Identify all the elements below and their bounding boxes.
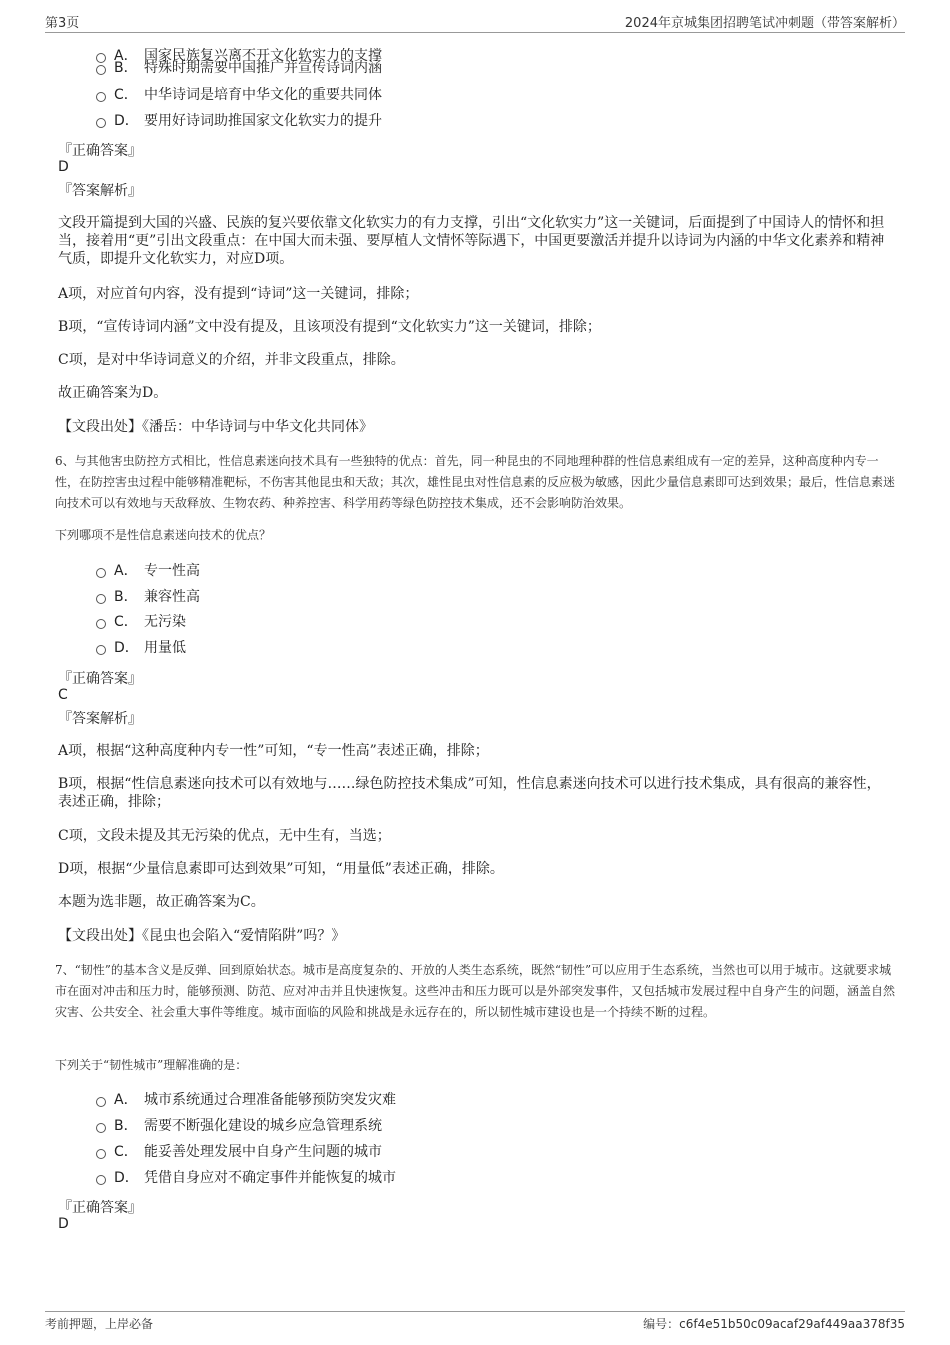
- option-a[interactable]: A． 城市系统通过合理准备能够预防突发灾难: [96, 1090, 396, 1110]
- answer-value: D: [58, 159, 69, 175]
- option-d[interactable]: D． 凭借自身应对不确定事件并能恢复的城市: [96, 1168, 396, 1188]
- radio-icon[interactable]: [96, 65, 106, 75]
- analysis-line: B项，根据“性信息素迷向技术可以有效地与……绿色防控技术集成”可知，性信息素迷向技术可以进行技术集成，具有很高的兼容性，表述正确，排除；: [58, 776, 881, 810]
- header-divider: [45, 32, 905, 33]
- analysis-conclusion: 故正确答案为D。: [58, 385, 168, 401]
- radio-icon[interactable]: [96, 1123, 106, 1133]
- page-number: 第3页: [45, 16, 80, 31]
- answer-label: 『正确答案』: [58, 143, 142, 159]
- footer-divider: [45, 1311, 905, 1312]
- analysis-label: 『答案解析』: [58, 711, 142, 727]
- analysis-line: C项，文段未提及其无污染的优点，无中生有，当选；: [58, 828, 391, 844]
- answer-label: 『正确答案』: [58, 671, 142, 687]
- option-c[interactable]: C． 能妥善处理发展中自身产生问题的城市: [96, 1142, 382, 1162]
- footer-code-value: c6f4e51b50c09acaf29af449aa378f35: [679, 1317, 905, 1331]
- answer-value: D: [58, 1216, 69, 1232]
- document-title: 2024年京城集团招聘笔试冲刺题（带答案解析）: [624, 16, 905, 31]
- question-stem: 7、“韧性”的基本含义是反弹、回到原始状态。城市是高度复杂的、开放的人类生态系统，既然“韧性”可以应用于生态系统，当然也可以用于城市。这就要求城市在面对冲击和压力时，能够预测、防范、应对冲击并且快速恢复。这些冲击和压力既可以是外部突发事件，又包括城市发展过程中自身产生的问题，涵盖自然灾害、公共安全、社会重大事件等维度。城市面临的风险和挑战是永远存在的，所以韧性城市建设也是一个持续不断的过程。: [55, 963, 896, 1019]
- analysis-line: A项，根据“这种高度种内专一性”可知，“专一性高”表述正确，排除；: [58, 743, 489, 759]
- option-b[interactable]: B． 兼容性高: [96, 587, 200, 607]
- analysis-label: 『答案解析』: [58, 183, 142, 199]
- footer-code: [643, 1315, 905, 1332]
- question-prompt: 下列哪项不是性信息素迷向技术的优点？: [55, 528, 272, 542]
- answer-value: C: [58, 687, 68, 703]
- analysis-paragraph: 文段开篇提到大国的兴盛、民族的复兴要依靠文化软实力的有力支撑，引出“文化软实力”这一关键词，后面提到了中国诗人的情怀和担当，接着用“更”引出文段重点：在中国大而未强、要厚植人文情怀等际遇下，中国更要激活并提升以诗词为内涵的中华文化素养和精神气质，即提升文化软实力，对应D项。: [58, 215, 885, 267]
- question-stem: 6、与其他害虫防控方式相比，性信息素迷向技术具有一些独特的优点：首先，同一种昆虫的不同地理种群的性信息素组成有一定的差异，这种高度种内专一性，在防控害虫过程中能够精准靶标，不伤害其他昆虫和天敌；其次，雄性昆虫对性信息素的反应极为敏感，因此少量信息素即可达到效果；最后，性信息素迷向技术可以有效地与天敌释放、生物农药、种养控害、科学用药等绿色防控技术集成，还不会影响防治效果。: [55, 454, 896, 510]
- footer-code-label: 编号：: [643, 1317, 680, 1331]
- option-c[interactable]: C． 中华诗词是培育中华文化的重要共同体: [96, 85, 382, 105]
- radio-icon[interactable]: [96, 619, 106, 629]
- analysis-line: B项，“宣传诗词内涵”文中没有提及，且该项没有提到“文化软实力”这一关键词，排除；: [58, 319, 601, 335]
- option-a[interactable]: A． 国家民族复兴离不开文化软实力的支撑: [96, 46, 382, 66]
- radio-icon[interactable]: [96, 594, 106, 604]
- option-d[interactable]: D． 用量低: [96, 638, 186, 658]
- radio-icon[interactable]: [96, 1149, 106, 1159]
- analysis-line: D项，根据“少量信息素即可达到效果”可知，“用量低”表述正确，排除。: [58, 861, 504, 877]
- option-d[interactable]: D． 要用好诗词助推国家文化软实力的提升: [96, 111, 382, 131]
- option-a[interactable]: A． 专一性高: [96, 561, 200, 581]
- option-b[interactable]: B． 特殊时期需要中国推广并宣传诗词内涵: [96, 58, 382, 78]
- radio-icon[interactable]: [96, 118, 106, 128]
- analysis-line: C项，是对中华诗词意义的介绍，并非文段重点，排除。: [58, 352, 405, 368]
- radio-icon[interactable]: [96, 1097, 106, 1107]
- radio-icon[interactable]: [96, 568, 106, 578]
- radio-icon[interactable]: [96, 1175, 106, 1185]
- radio-icon[interactable]: [96, 92, 106, 102]
- analysis-conclusion: 本题为选非题，故正确答案为C。: [58, 894, 265, 910]
- option-c[interactable]: C． 无污染: [96, 612, 186, 632]
- footer-slogan: 考前押题，上岸必备: [45, 1317, 154, 1331]
- answer-label: 『正确答案』: [58, 1200, 142, 1216]
- radio-icon[interactable]: [96, 645, 106, 655]
- source-citation: 【文段出处】《潘岳：中华诗词与中华文化共同体》: [58, 419, 373, 435]
- option-b[interactable]: B． 需要不断强化建设的城乡应急管理系统: [96, 1116, 382, 1136]
- question-prompt: 下列关于“韧性城市”理解准确的是：: [55, 1058, 248, 1072]
- source-citation: 【文段出处】《昆虫也会陷入“爱情陷阱”吗？》: [58, 928, 346, 944]
- analysis-line: A项，对应首句内容，没有提到“诗词”这一关键词，排除；: [58, 286, 419, 302]
